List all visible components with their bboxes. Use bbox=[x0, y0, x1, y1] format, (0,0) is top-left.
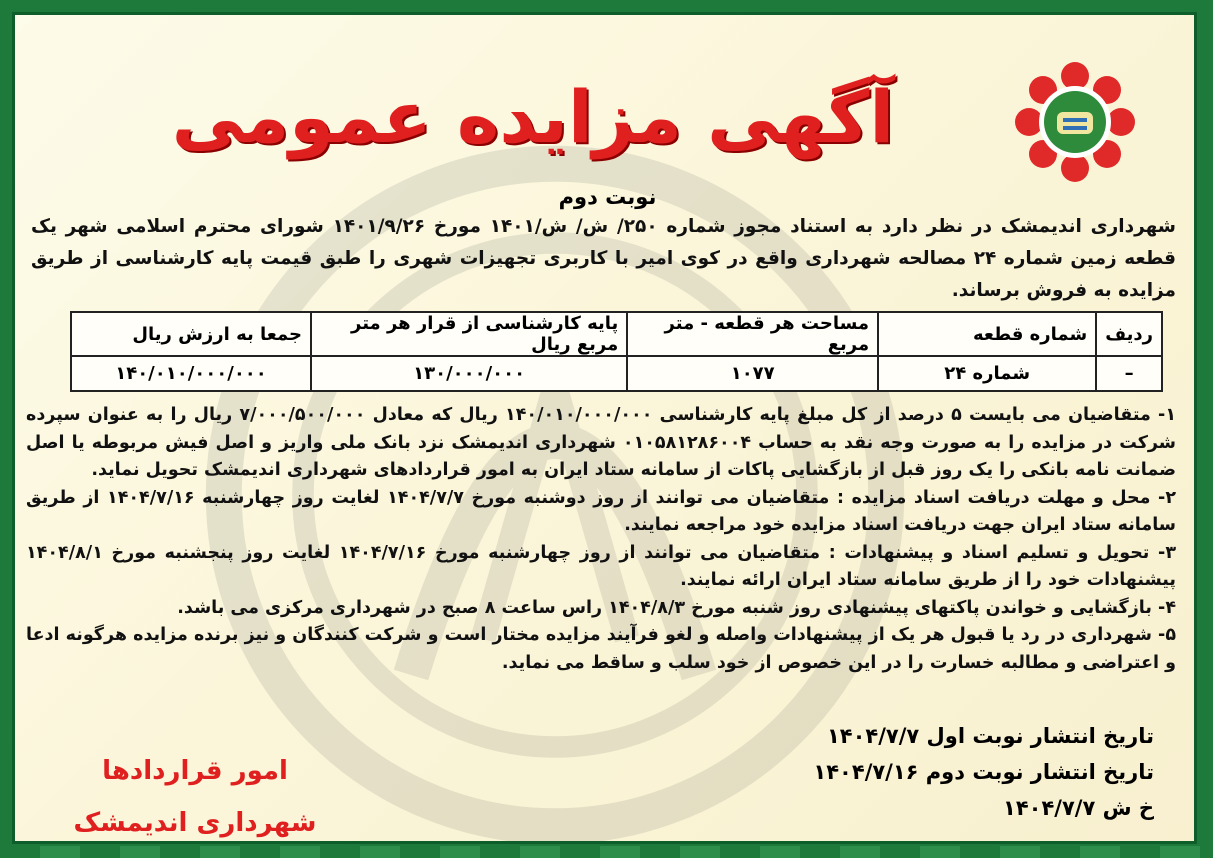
table-header-row bbox=[71, 312, 1162, 356]
col-base-price: پایه کارشناسی از قرار هر متر مربع ریال bbox=[311, 312, 627, 356]
lot-table bbox=[70, 311, 1163, 392]
second-publication-date: تاریخ انتشار نوبت دوم ۱۴۰۴/۷/۱۶ bbox=[813, 760, 1154, 784]
publication-dates bbox=[813, 718, 1154, 826]
cell-total-value: ۱۴۰/۰۱۰/۰۰۰/۰۰۰ bbox=[71, 356, 311, 391]
col-lot-number: شماره قطعه bbox=[878, 312, 1096, 356]
condition-item: ۵- شهرداری در رد یا قبول هر یک از پیشنهادات واصله و لغو فرآیند مزایده مختار است و شرکت کنندگان و نیز برنده مزایده هرگونه ادعا و اعتراضی و مطالبه خسارت را در این خصوص از خود سلب و ساقط می نماید. bbox=[26, 625, 1176, 673]
signature-department: امور قراردادها bbox=[102, 756, 288, 786]
condition-item: ۴- بازگشایی و خواندن پاکتهای پیشنهادی روز شنبه مورخ ۱۴۰۴/۸/۳ راس ساعت ۸ صبح در شهرداری مرکزی می باشد. bbox=[177, 597, 1176, 618]
notice-code: خ ش ۱۴۰۴/۷/۷ bbox=[1003, 796, 1154, 820]
col-row-number: ردیف bbox=[1096, 312, 1162, 356]
conditions-list bbox=[26, 402, 1176, 677]
intro-paragraph: شهرداری اندیمشک در نظر دارد به استناد مجوز شماره ۲۵۰/ ش/ ش/۱۴۰۱ مورخ ۱۴۰۱/۹/۲۶ شورای محترم اسلامی شهر یک قطعه زمین شماره ۲۴ مصالحه شهرداری واقع در کوی امیر با کاربری تجهیزات شهری را طبق قیمت پایه کارشناسی از طریق مزایده به فروش برساند. bbox=[31, 216, 1176, 301]
cell-area: ۱۰۷۷ bbox=[627, 356, 878, 391]
col-total-value: جمعا به ارزش ریال bbox=[71, 312, 311, 356]
first-publication-date: تاریخ انتشار نوبت اول ۱۴۰۴/۷/۷ bbox=[826, 724, 1154, 748]
condition-item: ۳- تحویل و تسلیم اسناد و پیشنهادات : متقاضیان می توانند از روز چهارشنبه مورخ ۱۴۰۴/۷/۱۶ لغایت روز پنجشنبه مورخ ۱۴۰۴/۸/۱ پیشنهادات خود را از طریق سامانه ستاد ایران ارائه نمایند. bbox=[26, 542, 1176, 590]
table-row bbox=[71, 356, 1162, 391]
signature-block bbox=[45, 745, 345, 844]
notice-title: آگهی مزایده عمومی bbox=[171, 75, 894, 159]
notice-page bbox=[12, 12, 1197, 844]
cell-lot-number: شماره ۲۴ bbox=[878, 356, 1096, 391]
signature-municipality: شهرداری اندیمشک bbox=[73, 808, 317, 838]
cell-base-price: ۱۳۰/۰۰۰/۰۰۰ bbox=[311, 356, 627, 391]
bottom-border-stripe bbox=[0, 846, 1213, 858]
condition-item: ۲- محل و مهلت دریافت اسناد مزایده : متقاضیان می توانند از روز دوشنبه مورخ ۱۴۰۴/۷/۷ لغایت روز چهارشنبه ۱۴۰۴/۷/۱۶ از طریق سامانه ستاد ایران جهت دریافت اسناد مزایده خود مراجعه نمایند. bbox=[26, 487, 1177, 535]
col-area: مساحت هر قطعه - متر مربع bbox=[627, 312, 878, 356]
municipality-logo-icon bbox=[1010, 57, 1140, 187]
condition-item: ۱- متقاضیان می بایست ۵ درصد از کل مبلغ پایه کارشناسی ۱۴۰/۰۱۰/۰۰۰/۰۰۰ ریال که معادل ۷/۰۰۰/۵۰۰/۰۰۰ ریال را به عنوان سپرده شرکت در مزایده را به صورت وجه نقد به حساب ۰۱۰۵۸۱۲۸۶۰۰۴ شهرداری اندیمشک نزد بانک ملی واریز و اصل فیش مربوطه یا اصل ضمانت نامه بانکی را یک روز قبل از بازگشایی پاکات از سامانه ستاد ایران به امور قراردادهای شهرداری اندیمشک تحویل نماید. bbox=[26, 405, 1177, 480]
cell-row-number: – bbox=[1096, 356, 1162, 391]
round-label: نوبت دوم bbox=[558, 185, 657, 209]
